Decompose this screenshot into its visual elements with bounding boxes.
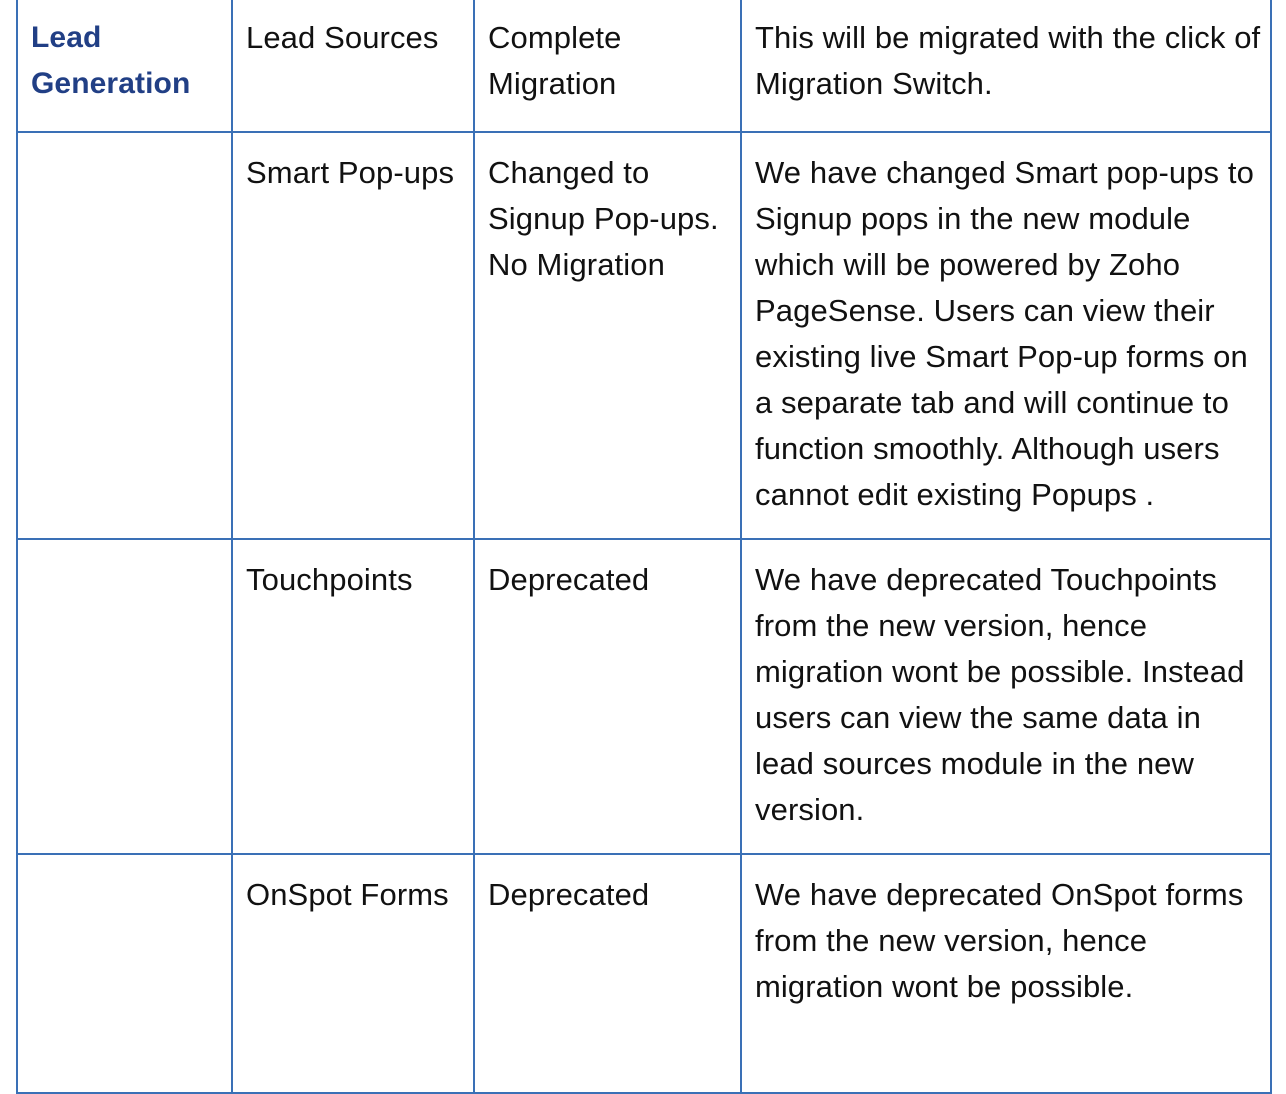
description-cell: We have deprecated OnSpot forms from the new version, hence migration wont be possible. [741,854,1271,1093]
status-cell: Deprecated [474,854,741,1093]
table-row [17,132,1271,539]
area-cell [17,854,232,1093]
table-row [17,854,1271,1093]
description-cell: We have changed Smart pop-ups to Signup pops in the new module which will be powered by Zoho PageSense. Users can view their existing live Smart Pop-up forms on a separate tab and will continue to function smoothly. Although users cannot edit existing Popups . [741,132,1271,539]
migration-table [16,0,1272,1094]
status-cell: Complete Migration [474,0,741,132]
status-cell: Changed to Signup Pop-ups. No Migration [474,132,741,539]
feature-cell: Smart Pop-ups [232,132,474,539]
table-row [17,0,1271,132]
feature-cell: Lead Sources [232,0,474,132]
area-cell [17,539,232,854]
feature-cell: Touchpoints [232,539,474,854]
migration-table-container [16,0,1272,1094]
area-cell: Lead Generation [17,0,232,132]
feature-cell: OnSpot Forms [232,854,474,1093]
description-cell: This will be migrated with the click of Migration Switch. [741,0,1271,132]
table-row [17,539,1271,854]
area-cell [17,132,232,539]
description-cell: We have deprecated Touchpoints from the new version, hence migration wont be possible. Instead users can view the same data in lead sources module in the new version. [741,539,1271,854]
status-cell: Deprecated [474,539,741,854]
